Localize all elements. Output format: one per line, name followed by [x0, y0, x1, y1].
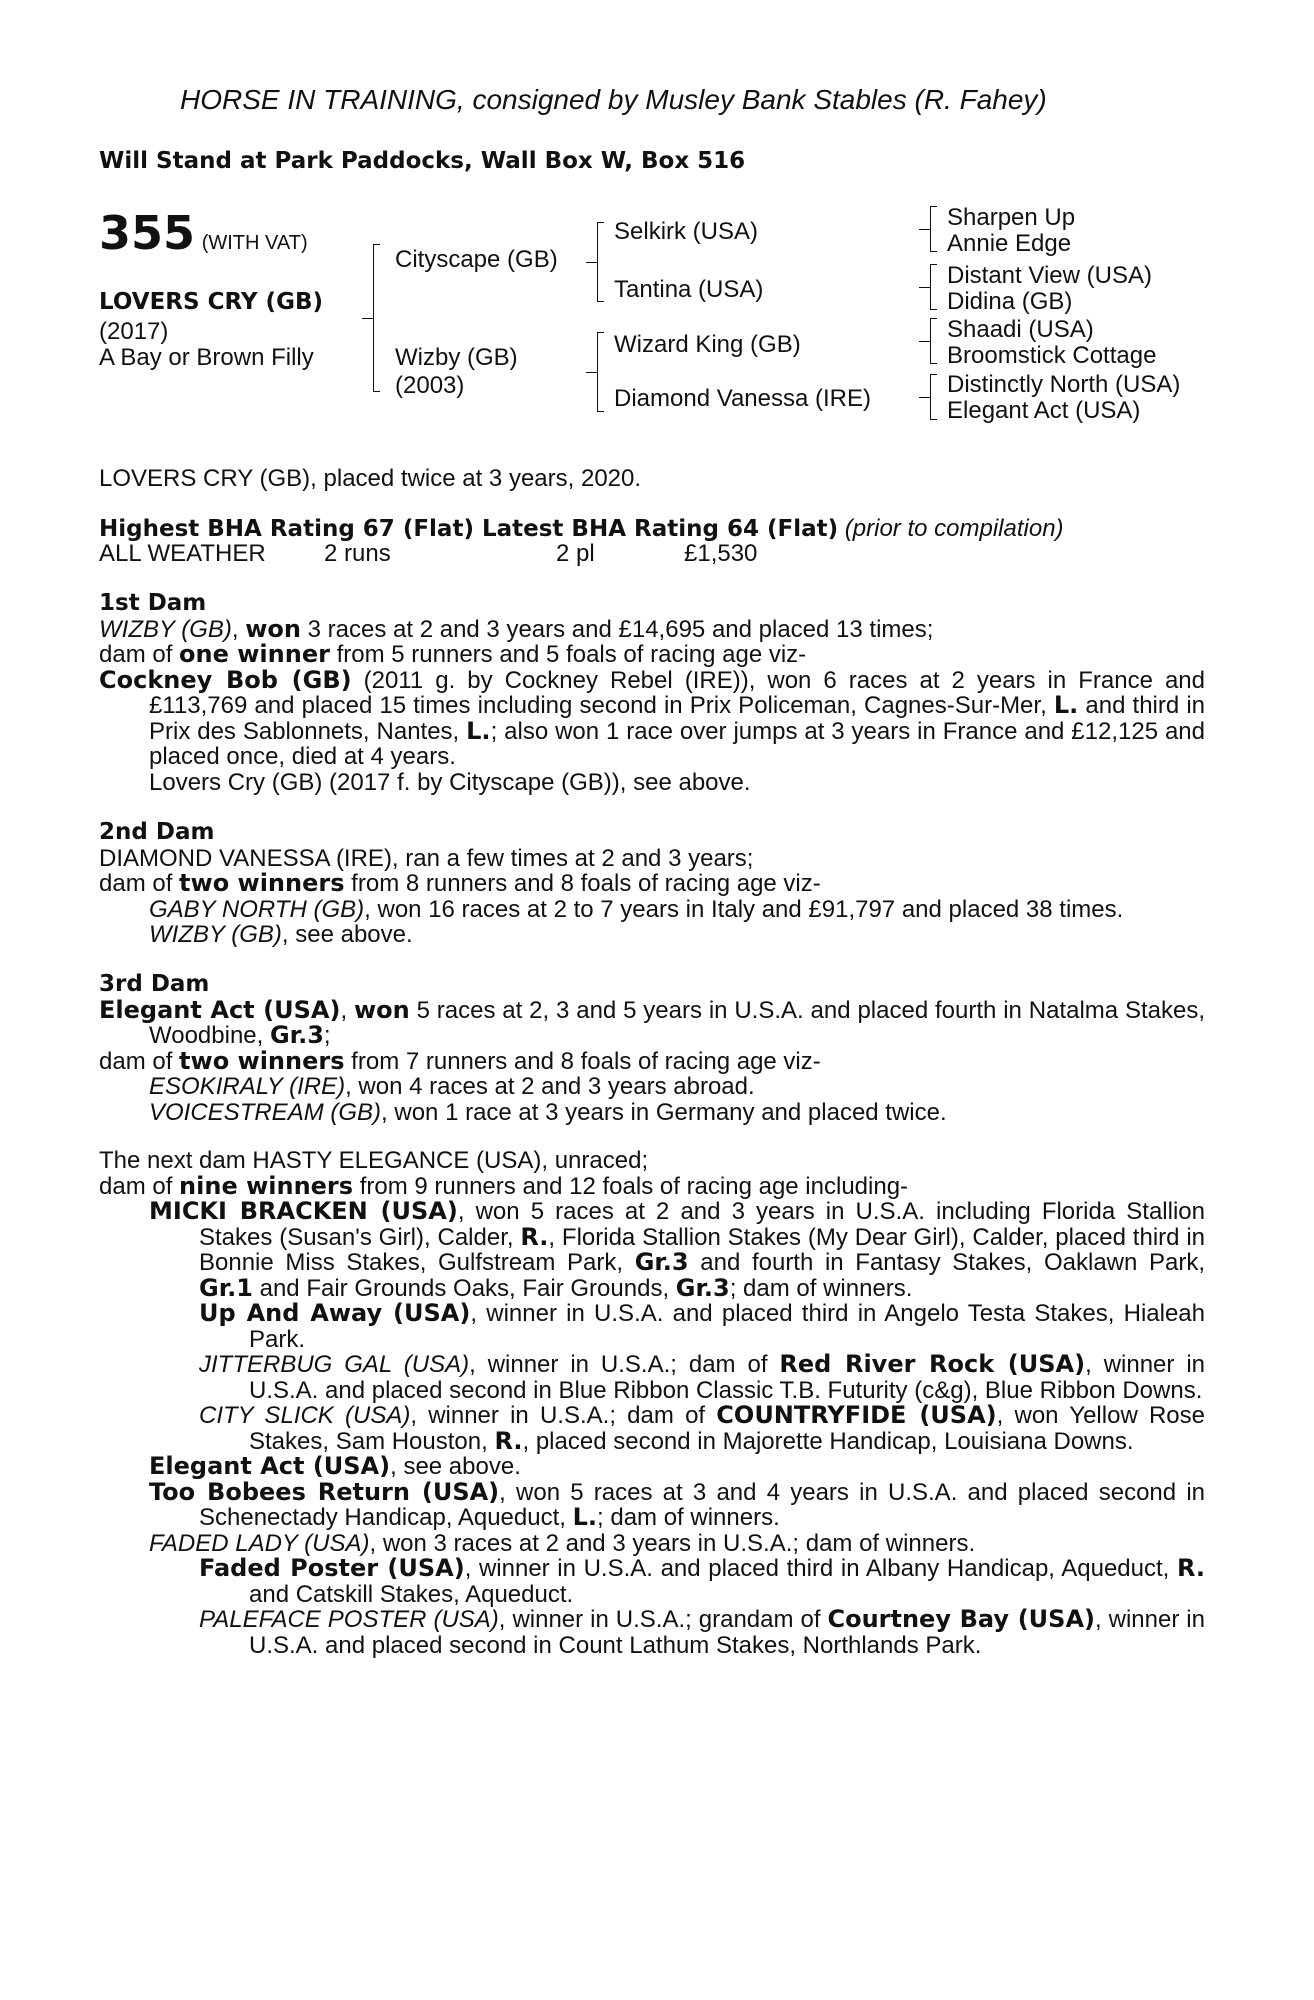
ds-sire: Shaadi (USA)	[947, 316, 1094, 343]
sire-dam: Tantina (USA)	[614, 276, 764, 303]
text: , winner in U.S.A.; grandam of	[498, 1606, 828, 1633]
lot-heading	[99, 206, 308, 260]
produce-entry: Lovers Cry (GB) (2017 f. by Cityscape (GB)), see above.	[149, 768, 751, 796]
dam-record: 3 races at 2 and 3 years and £14,695 and placed 13 times;	[300, 615, 934, 643]
text: ;	[323, 1022, 331, 1049]
dam-sire: Wizard King (GB)	[614, 331, 801, 358]
text: from 5 runners and 5 foals of racing age viz-	[329, 641, 807, 668]
stand-location: Will Stand at Park Paddocks, Wall Box W, Box 516	[99, 148, 746, 174]
text: , won 3 races at 2 and 3 years in U.S.A.; dam of winners.	[369, 1529, 976, 1557]
text: , see above.	[281, 921, 413, 948]
text: , won 5 races at 3 and 4 years in U.S.A. and placed second in Schenectady Handicap, Aqueduct,	[199, 1478, 1205, 1531]
text: , won Yellow Rose Stakes, Sam Houston,	[249, 1402, 1206, 1455]
dam-line: WIZBY (GB), won 3 races at 2 and 3 years and £14,695 and placed 13 times;	[99, 614, 934, 643]
won-label: won	[245, 614, 301, 643]
grade-mark: Gr.3	[675, 1273, 730, 1302]
next-dam-section	[99, 1148, 1205, 1658]
dd-sire: Distinctly North (USA)	[947, 371, 1181, 398]
horse-name: Up And Away (USA)	[199, 1299, 471, 1327]
section-heading: 2nd Dam	[99, 819, 215, 845]
pedigree-brace-2b	[597, 332, 604, 412]
grade-mark: Gr.3	[634, 1248, 689, 1276]
rating-placed: 2 pl	[556, 540, 595, 567]
ds-dam: Broomstick Cottage	[947, 342, 1157, 369]
text: ; also won 1 race over jumps at 3 years in France and £12,125 and placed once, died at 4 years.	[149, 717, 1205, 770]
restricted-mark: R.	[494, 1426, 523, 1455]
horse-description: A Bay or Brown Filly	[99, 344, 314, 371]
horse-name: COUNTRYFIDE (USA)	[716, 1401, 997, 1429]
rating-bold: Highest BHA Rating 67 (Flat) Latest BHA Rating 64 (Flat)	[99, 516, 839, 542]
rating-line	[99, 515, 1064, 543]
dam-line: The next dam HASTY ELEGANCE (USA), unraced;	[99, 1147, 649, 1174]
text: , see above.	[390, 1453, 521, 1480]
won-label: won	[353, 995, 410, 1024]
text: , won 16 races at 2 to 7 years in Italy and £91,797 and placed 38 times.	[364, 895, 1124, 923]
produce-entry	[99, 1074, 1205, 1100]
text: , winner in U.S.A.; dam of	[469, 1351, 780, 1378]
rating-surface: ALL WEATHER	[99, 540, 266, 567]
first-dam-section	[99, 591, 1205, 795]
dam-year: (2003)	[395, 372, 465, 399]
text: , winner in U.S.A. and placed second in Count Lathum Stakes, Northlands Park.	[249, 1606, 1205, 1659]
grade-mark: Gr.3	[269, 1021, 324, 1049]
produce-entry	[99, 1477, 1205, 1531]
dam-line	[99, 995, 1205, 1049]
winner-count: two winners	[179, 869, 345, 897]
produce-entry	[99, 1607, 1205, 1658]
text: from 8 runners and 8 foals of racing age viz-	[344, 870, 821, 897]
text: (2011 g. by Cockney Rebel (IRE)), won 6 races at 2 years in France and £113,769 and placed 15 times including second in Prix Policeman, Cagnes-Sur-Mer,	[149, 666, 1205, 719]
text: 5 races at 2, 3 and 5 years in U.S.A. and placed fourth in Natalma Stakes, Woodbine,	[149, 996, 1205, 1049]
dd-dam: Elegant Act (USA)	[947, 397, 1141, 424]
horse-name: Cockney Bob (GB)	[99, 665, 352, 694]
text: dam of	[99, 1047, 180, 1075]
horse-name: Red River Rock (USA)	[779, 1350, 1086, 1378]
second-dam-section	[99, 820, 1205, 948]
pedigree-brace-3d	[930, 374, 937, 420]
text: , winner in U.S.A. and placed third in Albany Handicap, Aqueduct,	[464, 1555, 1177, 1582]
restricted-mark: R.	[520, 1222, 549, 1251]
section-heading: 1st Dam	[99, 590, 207, 616]
horse-name: Too Bobees Return (USA)	[149, 1477, 500, 1506]
text: and fourth in Fantasy Stakes, Oaklawn Park,	[688, 1249, 1206, 1276]
ss-sire: Sharpen Up	[947, 204, 1076, 231]
produce-entry	[99, 897, 1205, 923]
text: ; dam of winners.	[597, 1504, 780, 1531]
produce-entry	[99, 1352, 1205, 1403]
dam: Wizby (GB)	[395, 344, 518, 371]
produce-line	[99, 1046, 1205, 1075]
catalogue-header: HORSE IN TRAINING, consigned by Musley Bank Stables (R. Fahey)	[180, 84, 1047, 115]
horse-name: LOVERS CRY (GB)	[99, 289, 323, 315]
text: dam of	[99, 870, 180, 897]
produce-entry	[99, 1531, 1205, 1557]
text: , winner in U.S.A. and placed second in Blue Ribbon Classic T.B. Futurity (c&g), Blue Ribbon Downs.	[249, 1351, 1206, 1404]
text: dam of	[99, 1172, 180, 1200]
winner-count: two winners	[179, 1046, 345, 1075]
horse-name: Elegant Act (USA)	[149, 1452, 391, 1480]
dam-line: DIAMOND VANESSA (IRE), ran a few times at 2 and 3 years;	[99, 844, 754, 872]
produce-entry	[99, 1556, 1205, 1607]
grade-mark: Gr.1	[199, 1273, 253, 1302]
horse-name: GABY NORTH (GB)	[149, 895, 365, 923]
text: ,	[340, 996, 354, 1024]
horse-name: CITY SLICK (USA)	[199, 1402, 411, 1429]
pedigree-brace-1	[373, 244, 380, 392]
race-summary: LOVERS CRY (GB), placed twice at 3 years, 2020.	[99, 465, 642, 492]
text: from 7 runners and 8 foals of racing age viz-	[344, 1047, 821, 1075]
produce-line	[99, 871, 1205, 897]
text: ; dam of winners.	[729, 1274, 913, 1302]
horse-name: VOICESTREAM (GB)	[149, 1098, 382, 1126]
dam-dam: Diamond Vanessa (IRE)	[614, 385, 871, 412]
horse-year: (2017)	[99, 318, 169, 345]
rating-runs: 2 runs	[324, 540, 391, 567]
dam-name: Elegant Act (USA)	[99, 995, 341, 1024]
sd-dam: Didina (GB)	[947, 288, 1073, 315]
rating-note: (prior to compilation)	[844, 515, 1064, 542]
winner-count: one winner	[179, 640, 330, 668]
dam-name: WIZBY (GB)	[99, 615, 232, 643]
produce-entry	[99, 1100, 1205, 1126]
vat-note: (WITH VAT)	[201, 232, 308, 254]
horse-name: Faded Poster (USA)	[199, 1554, 465, 1582]
produce-entry	[99, 1301, 1205, 1352]
produce-entry	[99, 1199, 1205, 1301]
produce-entry	[99, 1403, 1205, 1454]
listed-mark: L.	[1053, 691, 1079, 719]
restricted-mark: R.	[1176, 1554, 1206, 1582]
listed-mark: L.	[572, 1503, 598, 1531]
third-dam-section	[99, 972, 1205, 1125]
text: from 9 runners and 12 foals of racing age including-	[353, 1172, 909, 1200]
horse-name: JITTERBUG GAL (USA)	[199, 1351, 470, 1378]
text: and Fair Grounds Oaks, Fair Grounds,	[252, 1274, 676, 1302]
produce-line	[99, 642, 1205, 668]
text: and third in Prix des Sablonnets, Nantes,	[149, 692, 1206, 745]
text: , won 4 races at 2 and 3 years abroad.	[345, 1073, 755, 1100]
text: dam of	[99, 641, 180, 668]
produce-line	[99, 1171, 1205, 1200]
produce-entry	[99, 665, 1206, 770]
lot-number: 355	[99, 206, 196, 260]
section-heading: 3rd Dam	[99, 971, 210, 997]
pedigree-brace-3a	[930, 206, 937, 252]
sire: Cityscape (GB)	[395, 246, 558, 273]
pedigree-brace-3b	[930, 264, 937, 310]
text: , won 5 races at 2 and 3 years in U.S.A. including Florida Stallion Stakes (Susan's Girl), Calder,	[199, 1198, 1205, 1251]
sire-sire: Selkirk (USA)	[614, 218, 759, 245]
text: , won 1 race at 3 years in Germany and placed twice.	[381, 1098, 947, 1126]
rating-earnings: £1,530	[684, 540, 758, 567]
ss-dam: Annie Edge	[947, 230, 1072, 257]
produce-entry	[99, 922, 1205, 948]
horse-name: ESOKIRALY (IRE)	[149, 1073, 346, 1100]
text: , winner in U.S.A. and placed third in Angelo Testa Stakes, Hialeah Park.	[249, 1300, 1206, 1353]
horse-name: FADED LADY (USA)	[149, 1529, 370, 1557]
text: , placed second in Majorette Handicap, Louisiana Downs.	[522, 1427, 1134, 1455]
horse-name: PALEFACE POSTER (USA)	[199, 1606, 499, 1633]
pedigree-brace-2a	[597, 222, 604, 302]
pedigree-brace-3c	[930, 318, 937, 364]
sd-sire: Distant View (USA)	[947, 262, 1152, 289]
horse-name: MICKI BRACKEN (USA)	[149, 1197, 458, 1225]
horse-name: WIZBY (GB)	[149, 921, 282, 948]
produce-entry	[99, 1454, 1205, 1480]
text: , winner in U.S.A.; dam of	[410, 1402, 717, 1429]
winner-count: nine winners	[179, 1171, 354, 1200]
text: , Florida Stallion Stakes (My Dear Girl), Calder, placed third in Bonnie Miss Stakes, Gulfstream Park,	[199, 1223, 1205, 1276]
listed-mark: L.	[466, 716, 491, 745]
horse-name: Courtney Bay (USA)	[827, 1605, 1095, 1633]
text: and Catskill Stakes, Aqueduct.	[249, 1580, 574, 1608]
